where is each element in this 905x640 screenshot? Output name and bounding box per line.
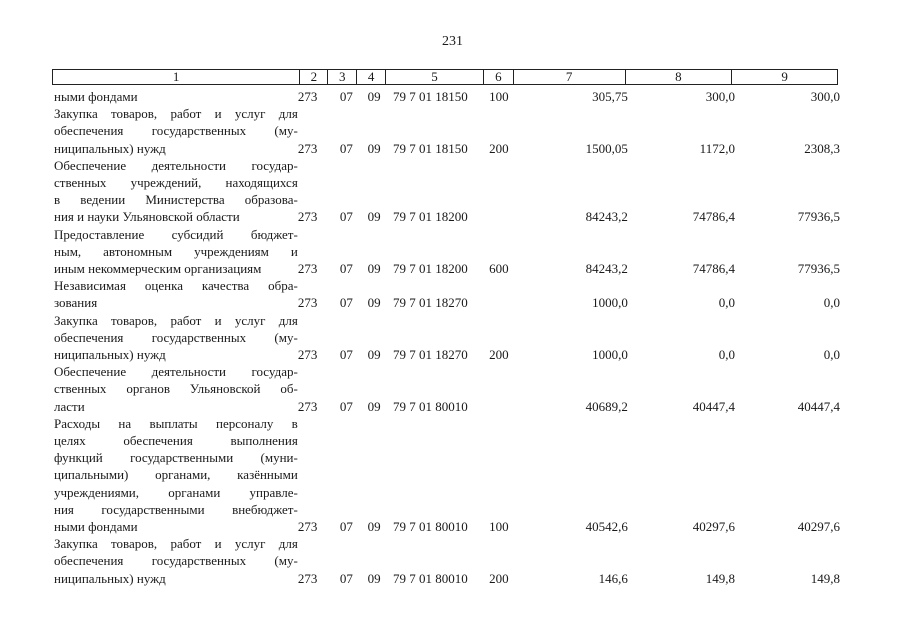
description-line: Обеспечение деятельности государ-: [54, 364, 298, 380]
header-col-9: 9: [781, 69, 788, 84]
cell-target-article: 79 7 01 18150: [393, 140, 468, 156]
cell-value-year-1: 84243,2: [585, 261, 628, 277]
header-col-2: 2: [300, 70, 328, 84]
header-col-1: 1: [53, 70, 300, 84]
table-row: [54, 157, 840, 226]
description-line: ным, автономным учреждениям и: [54, 243, 298, 259]
cell-value-year-1: 146,6: [598, 570, 628, 586]
cell-value-year-1: 1000,0: [592, 347, 628, 363]
cell-subsection: 09: [367, 261, 381, 277]
description-line: ния государственными внебюджет-: [54, 501, 298, 517]
cell-section: 07: [339, 347, 353, 363]
cell-section: 07: [339, 89, 353, 104]
cell-subsection: 09: [367, 140, 381, 156]
cell-expense-type: 200: [489, 347, 509, 363]
cell-value-year-2: 0,0: [718, 347, 735, 363]
cell-value-year-3: 2308,3: [804, 140, 841, 156]
description-line: Предоставление субсидий бюджет-: [54, 226, 298, 242]
description-line: ципальными) органами, казёнными: [54, 467, 298, 483]
cell-grbs: 273: [297, 347, 318, 363]
cell-section: 07: [339, 519, 353, 535]
table-row: [54, 415, 840, 535]
description-line: ласти: [54, 398, 85, 414]
header-col-4: 4: [357, 70, 386, 84]
cell-subsection: 09: [367, 89, 381, 104]
cell-section: 07: [339, 140, 353, 156]
table-row: [54, 312, 840, 364]
cell-expense-type: 200: [489, 140, 509, 156]
description-line: ния и науки Ульяновской области: [54, 209, 240, 225]
table-row: [54, 105, 840, 157]
header-col-8: 8: [626, 70, 733, 84]
description-line: обеспечения государственных (му-: [54, 553, 298, 569]
row-description: [54, 312, 298, 364]
cell-section: 07: [339, 398, 353, 414]
description-line: Закупка товаров, работ и услуг для: [54, 106, 298, 122]
cell-target-article: 79 7 01 80010: [393, 519, 468, 535]
cell-target-article: 79 7 01 18150: [393, 89, 468, 104]
cell-value-year-3: 0,0: [823, 347, 841, 363]
table-row: [54, 363, 840, 415]
cell-value-year-1: 1000,0: [592, 295, 628, 311]
description-line: иным некоммерческим организациям: [54, 261, 262, 277]
description-line: ственных учреждений, находящихся: [54, 175, 298, 191]
description-line: функций государственными (муни-: [54, 450, 298, 466]
description-line: в ведении Министерства образова-: [54, 192, 298, 208]
cell-subsection: 09: [367, 398, 381, 414]
cell-value-year-1: 40689,2: [585, 398, 628, 414]
description-line: ными фондами: [54, 519, 138, 535]
description-line: ственных органов Ульяновской об-: [54, 381, 298, 397]
cell-value-year-2: 1172,0: [699, 140, 735, 156]
description-line: обеспечения государственных (му-: [54, 123, 298, 139]
cell-expense-type: 600: [489, 261, 509, 277]
header-col-5: 5: [386, 70, 484, 84]
cell-grbs: 273: [297, 140, 318, 156]
cell-section: 07: [339, 295, 353, 311]
row-description: [54, 363, 298, 415]
row-description: [54, 88, 298, 105]
cell-target-article: 79 7 01 18270: [393, 347, 468, 363]
cell-value-year-2: 0,0: [718, 295, 735, 311]
description-line: ниципальных) нужд: [54, 570, 166, 586]
cell-value-year-2: 74786,4: [692, 209, 735, 225]
page-number: 231: [442, 34, 463, 49]
cell-expense-type: 100: [489, 89, 509, 104]
description-line: Закупка товаров, работ и услуг для: [54, 536, 298, 552]
description-line: ниципальных) нужд: [54, 347, 166, 363]
cell-grbs: 273: [297, 570, 318, 586]
table-row: [54, 88, 840, 105]
cell-value-year-3: 149,8: [810, 570, 841, 586]
cell-value-year-2: 40297,6: [692, 519, 735, 535]
description-line: целях обеспечения выполнения: [54, 433, 298, 449]
cell-value-year-3: 0,0: [823, 295, 841, 311]
cell-target-article: 79 7 01 18270: [393, 295, 468, 311]
cell-subsection: 09: [367, 209, 381, 225]
cell-grbs: 273: [297, 89, 318, 104]
cell-value-year-2: 149,8: [705, 570, 735, 586]
table-header: [52, 69, 838, 85]
cell-subsection: 09: [367, 519, 381, 535]
header-col-3: 3: [328, 70, 357, 84]
cell-value-year-2: 40447,4: [692, 398, 735, 414]
row-description: [54, 535, 298, 587]
cell-target-article: 79 7 01 80010: [393, 570, 468, 586]
cell-value-year-1: 1500,05: [585, 140, 628, 156]
description-line: учреждениями, органами управле-: [54, 484, 298, 500]
cell-value-year-1: 84243,2: [585, 209, 628, 225]
description-line: Закупка товаров, работ и услуг для: [54, 312, 298, 328]
description-line: зования: [54, 295, 98, 311]
cell-grbs: 273: [297, 295, 318, 311]
cell-value-year-3: 77936,5: [797, 209, 841, 225]
row-description: [54, 277, 298, 311]
description-line: Независимая оценка качества обра-: [54, 278, 298, 294]
cell-target-article: 79 7 01 18200: [393, 261, 468, 277]
description-line: обеспечения государственных (му-: [54, 329, 298, 345]
cell-section: 07: [339, 261, 353, 277]
row-description: [54, 157, 298, 226]
cell-expense-type: 100: [489, 519, 509, 535]
cell-target-article: 79 7 01 80010: [393, 398, 468, 414]
cell-section: 07: [339, 570, 353, 586]
cell-value-year-3: 40447,4: [797, 398, 841, 414]
cell-subsection: 09: [367, 570, 381, 586]
description-line: ными фондами: [54, 89, 138, 104]
table-body: [54, 88, 840, 587]
table-row: [54, 535, 840, 587]
cell-value-year-2: 74786,4: [692, 261, 735, 277]
cell-grbs: 273: [297, 519, 318, 535]
cell-grbs: 273: [297, 398, 318, 414]
cell-expense-type: 200: [489, 570, 509, 586]
table-row: [54, 277, 840, 311]
description-line: ниципальных) нужд: [54, 140, 166, 156]
cell-grbs: 273: [297, 209, 318, 225]
cell-value-year-2: 300,0: [705, 89, 735, 104]
cell-value-year-3: 77936,5: [797, 261, 841, 277]
cell-subsection: 09: [367, 295, 381, 311]
row-description: [54, 105, 298, 157]
cell-grbs: 273: [297, 261, 318, 277]
cell-value-year-3: 40297,6: [797, 519, 841, 535]
row-description: [54, 415, 298, 535]
cell-value-year-1: 305,75: [592, 89, 628, 104]
cell-target-article: 79 7 01 18200: [393, 209, 468, 225]
cell-value-year-3: 300,0: [810, 89, 841, 104]
header-col-7: 7: [514, 70, 626, 84]
cell-value-year-1: 40542,6: [585, 519, 628, 535]
cell-subsection: 09: [367, 347, 381, 363]
cell-section: 07: [339, 209, 353, 225]
description-line: Обеспечение деятельности государ-: [54, 157, 298, 173]
header-col-6: 6: [484, 70, 514, 84]
row-description: [54, 226, 298, 278]
table-row: [54, 226, 840, 278]
description-line: Расходы на выплаты персоналу в: [54, 415, 298, 431]
